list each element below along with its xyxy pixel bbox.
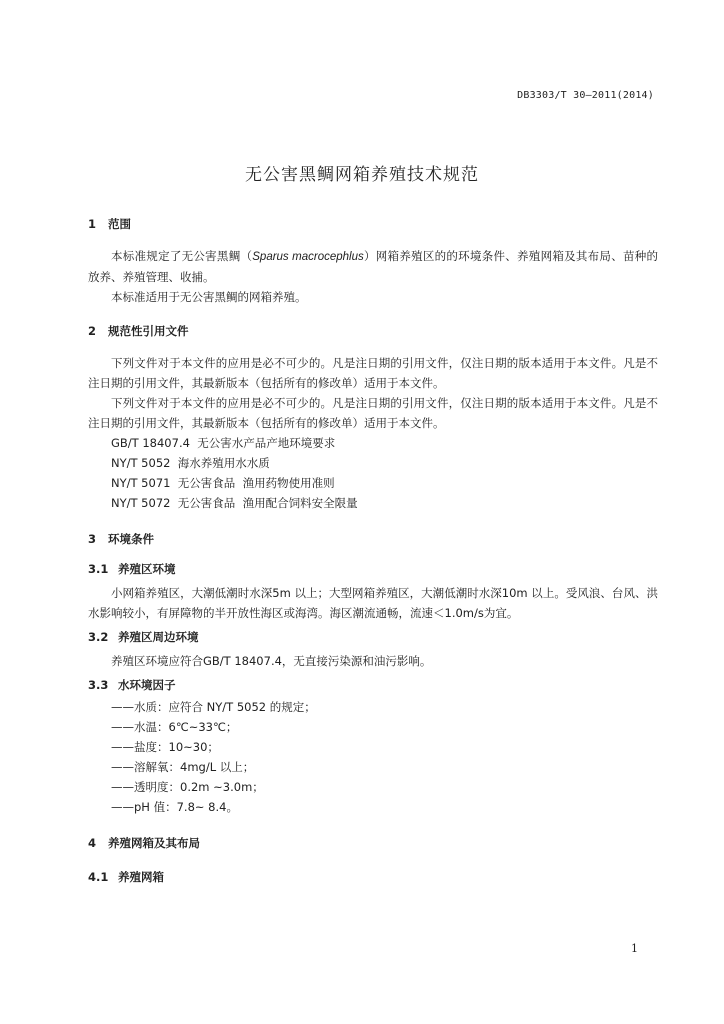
- document-title: 无公害黑鲷网箱养殖技术规范: [245, 165, 479, 185]
- water-factor-item: ——水温：6℃~33℃；: [111, 720, 238, 734]
- section-4-1-heading: [88, 869, 658, 885]
- section-number: 2: [88, 324, 97, 338]
- section-3-3-heading: [88, 677, 658, 693]
- section-number: 3: [88, 532, 97, 546]
- section-3-1-heading: [88, 561, 658, 577]
- section-2-paragraph-1: 下列文件对于本文件的应用是必不可少的。凡是注日期的引用文件，仅注日期的版本适用于本文件。凡是不注日期的引用文件，其最新版本（包括所有的修改单）适用于本文件。: [88, 356, 658, 390]
- section-number: 4: [88, 836, 97, 850]
- section-3-2-paragraph: 养殖区环境应符合GB/T 18407.4，无直接污染源和油污影响。: [111, 654, 432, 668]
- section-title: 环境条件: [108, 532, 154, 546]
- section-title: 养殖网箱及其布局: [108, 836, 200, 850]
- section-2-paragraph-2: 下列文件对于本文件的应用是必不可少的。凡是注日期的引用文件，仅注日期的版本适用于本文件。凡是不注日期的引用文件，其最新版本（包括所有的修改单）适用于本文件。: [88, 396, 658, 430]
- section-1-paragraph-1: [88, 246, 658, 287]
- reference-item: NY/T 5072 无公害食品 渔用配合饲料安全限量: [111, 496, 358, 510]
- standard-code: DB3303/T 30—2011(2014): [517, 90, 654, 101]
- section-title: 养殖区周边环境: [118, 630, 199, 644]
- water-factor-item: ——pH 值：7.8~ 8.4。: [111, 800, 238, 814]
- section-1-paragraph-2: 本标准适用于无公害黑鲷的网箱养殖。: [111, 290, 307, 304]
- text-run: ）网箱养殖区的的环境条件、养殖网箱及其布局、苗种的放养、养殖管理、收捕。: [88, 249, 659, 284]
- text-run: 本标准规定了无公害黑鲷（: [111, 249, 253, 263]
- section-title: 养殖区环境: [118, 562, 176, 576]
- section-3-1-paragraph: 小网箱养殖区，大潮低潮时水深5m 以上；大型网箱养殖区，大潮低潮时水深10m 以上。受风浪、台风、洪水影响较小，有屏障物的半开放性海区或海湾。海区潮流通畅，流速＜1.0m/s为宜。: [88, 586, 658, 620]
- section-2-heading: [88, 323, 658, 339]
- reference-item: NY/T 5052 海水养殖用水水质: [111, 456, 270, 470]
- water-factor-item: ——溶解氧：4mg/L 以上；: [111, 760, 255, 774]
- section-title: 水环境因子: [118, 678, 176, 692]
- document-body: [88, 216, 658, 885]
- section-title: 范围: [108, 217, 131, 231]
- section-title: 规范性引用文件: [108, 324, 189, 338]
- section-number: 1: [88, 217, 97, 231]
- reference-item: GB/T 18407.4 无公害水产品产地环境要求: [111, 436, 336, 450]
- section-title: 养殖网箱: [118, 870, 164, 884]
- species-name: Sparus macrocephlus: [252, 251, 364, 263]
- section-number: 3.2: [88, 630, 109, 644]
- reference-item: NY/T 5071 无公害食品 渔用药物使用准则: [111, 476, 335, 490]
- water-factor-item: ——盐度：10~30；: [111, 740, 219, 754]
- water-factor-item: ——透明度：0.2m ~3.0m；: [111, 780, 264, 794]
- section-1-heading: [88, 216, 658, 232]
- section-number: 4.1: [88, 870, 109, 884]
- section-number: 3.3: [88, 678, 109, 692]
- page-number: 1: [631, 942, 638, 955]
- section-3-heading: [88, 531, 658, 547]
- section-3-2-heading: [88, 629, 658, 645]
- section-number: 3.1: [88, 562, 109, 576]
- water-factor-item: ——水质：应符合 NY/T 5052 的规定；: [111, 700, 316, 714]
- section-4-heading: [88, 835, 658, 851]
